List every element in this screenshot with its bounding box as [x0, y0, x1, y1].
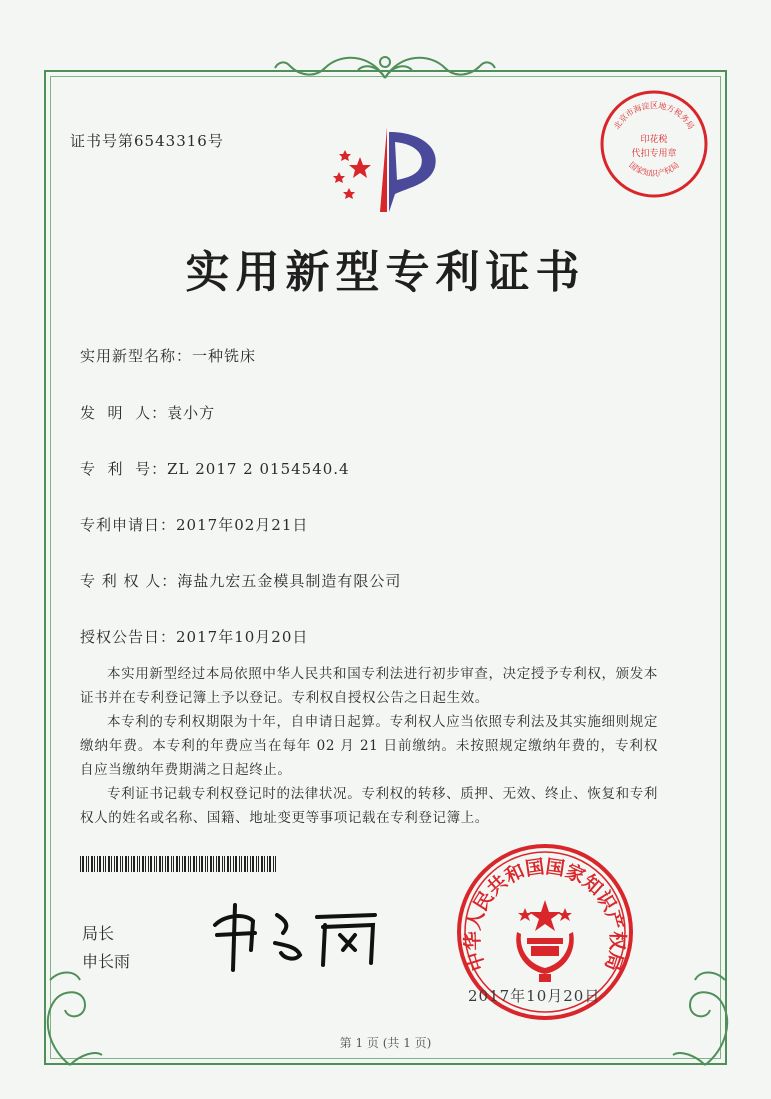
barcode-icon: [80, 856, 280, 872]
field-label-patent-number: 专 利 号：: [80, 460, 168, 478]
field-filing-date: [80, 514, 308, 535]
barcode-bar: [184, 856, 186, 872]
field-label-inventor: 发 明 人：: [80, 404, 168, 422]
certificate-number: [70, 130, 224, 151]
certificate-number-suffix: 号: [207, 132, 224, 150]
barcode-bar: [142, 856, 144, 872]
barcode-bar: [97, 856, 98, 872]
field-value-name: 一种铣床: [192, 347, 257, 365]
barcode-bar: [213, 856, 214, 872]
field-label-patentee: 专 利 权 人：: [80, 572, 178, 590]
barcode-bar: [82, 856, 84, 872]
certificate-title: 实用新型专利证书: [185, 247, 586, 298]
barcode-bar: [94, 856, 95, 872]
field-value-patent-number: ZL 2017 2 0154540.4: [167, 460, 350, 478]
svg-text:北京市海淀区地方税务局: [611, 100, 695, 131]
barcode-bar: [116, 856, 118, 872]
barcode-bar: [86, 856, 87, 872]
barcode-bar: [261, 856, 263, 872]
tax-seal-center-line1: 印花税: [640, 135, 668, 145]
barcode-bar: [120, 856, 121, 872]
barcode-bar: [114, 856, 115, 872]
barcode-bar: [179, 856, 180, 872]
barcode-bar: [256, 856, 257, 872]
corner-ornament-bottom-right: [665, 960, 745, 1070]
barcode-bar: [165, 856, 166, 872]
barcode-bar: [182, 856, 183, 872]
barcode-bar: [216, 856, 217, 872]
barcode-bar: [103, 856, 104, 872]
barcode-bar: [207, 856, 208, 872]
barcode-bar: [275, 856, 276, 872]
barcode-bar: [91, 856, 93, 872]
barcode-bar: [122, 856, 123, 872]
barcode-bar: [188, 856, 189, 872]
seal-date: 2017年10月20日: [468, 987, 601, 1005]
barcode-bar: [201, 856, 203, 872]
field-label-name: 实用新型名称：: [80, 347, 193, 365]
field-inventor: [80, 402, 215, 423]
barcode-bar: [193, 856, 195, 872]
barcode-bar: [235, 856, 237, 872]
cnipa-logo-icon: [325, 122, 445, 217]
barcode-bar: [145, 856, 146, 872]
barcode-bar: [171, 856, 172, 872]
field-value-filing-date: 2017年02月21日: [176, 516, 309, 534]
barcode-bar: [267, 856, 268, 872]
barcode-bar: [176, 856, 178, 872]
body-paragraph-1: 本实用新型经过本局依照中华人民共和国专利法进行初步审查，决定授予专利权，颁发本证书并在专利登记簿上予以登记。专利权自授权公告之日起生效。: [80, 666, 658, 706]
seal-ring-text: 中华人民共和国国家知识产权局: [461, 855, 629, 974]
field-label-grant-date: 授权公告日：: [80, 628, 177, 646]
director-title: 局长: [82, 924, 115, 943]
certificate-number-value: 6543316: [134, 132, 208, 150]
body-paragraph-3: 专利证书记载专利权登记时的法律状况。专利权的转移、质押、无效、终止、恢复和专利权人的姓名或名称、国籍、地址变更等事项记载在专利登记簿上。: [80, 786, 658, 826]
barcode-bar: [154, 856, 155, 872]
barcode-bar: [196, 856, 197, 872]
barcode-bar: [105, 856, 106, 872]
barcode-bar: [150, 856, 152, 872]
barcode-bar: [167, 856, 169, 872]
barcode-bar: [128, 856, 129, 872]
field-value-inventor: 袁小方: [167, 404, 216, 422]
certificate-number-label: 证书号第: [70, 132, 135, 150]
barcode-bar: [125, 856, 127, 872]
barcode-bar: [230, 856, 231, 872]
barcode-bar: [244, 856, 246, 872]
field-patent-number: [80, 458, 350, 479]
svg-text:国家知识产权局: [627, 160, 680, 178]
barcode-bar: [162, 856, 163, 872]
barcode-bar: [224, 856, 225, 872]
field-utility-model-name: [80, 345, 256, 366]
tax-stamp-seal: [598, 88, 710, 200]
barcode-bar: [108, 856, 110, 872]
barcode-bar: [218, 856, 220, 872]
barcode-bar: [99, 856, 101, 872]
barcode-bar: [131, 856, 132, 872]
barcode-bar: [133, 856, 135, 872]
barcode-bar: [148, 856, 149, 872]
tax-seal-bottom-text: 国家知识产权局: [627, 160, 681, 179]
tax-seal-ring-text: 北京市海淀区地方税务局: [612, 101, 696, 131]
barcode-bar: [199, 856, 200, 872]
barcode-bar: [250, 856, 251, 872]
corner-ornament-bottom-left: [30, 960, 110, 1070]
field-grant-date: [80, 626, 308, 647]
barcode-bar: [241, 856, 242, 872]
barcode-bar: [137, 856, 138, 872]
barcode-bar: [159, 856, 161, 872]
barcode-bar: [173, 856, 174, 872]
barcode-bar: [273, 856, 274, 872]
barcode-bar: [156, 856, 157, 872]
barcode-bar: [210, 856, 212, 872]
page-number: 第 1 页 (共 1 页): [339, 1036, 432, 1050]
barcode-bar: [139, 856, 140, 872]
barcode-bar: [239, 856, 240, 872]
barcode-bar: [205, 856, 206, 872]
field-value-grant-date: 2017年10月20日: [176, 628, 309, 646]
barcode-bar: [264, 856, 265, 872]
barcode-bar: [233, 856, 234, 872]
body-paragraph-2: 本专利的专利权期限为十年，自申请日起算。专利权人应当依照专利法及其实施细则规定缴纳年费。本专利的年费应当在每年 02 月 21 日前缴纳。未按照规定缴纳年费的，专利权自应当缴纳年费期满之日起终止。: [80, 714, 658, 778]
director-name: 申长雨: [82, 952, 131, 971]
barcode-bar: [269, 856, 271, 872]
barcode-bar: [190, 856, 191, 872]
barcode-bar: [252, 856, 254, 872]
barcode-bar: [258, 856, 259, 872]
field-value-patentee: 海盐九宏五金模具制造有限公司: [177, 572, 402, 590]
field-patentee: [80, 570, 401, 591]
barcode-bar: [222, 856, 223, 872]
director-signature: [205, 895, 385, 975]
barcode-bar: [88, 856, 89, 872]
top-ornament: [270, 48, 500, 88]
barcode-bar: [227, 856, 229, 872]
field-label-filing-date: 专利申请日：: [80, 516, 177, 534]
tax-seal-center-line2: 代扣专用章: [631, 149, 677, 159]
certificate-body: [80, 662, 658, 830]
barcode-bar: [80, 856, 81, 872]
director-block: [82, 920, 130, 976]
barcode-bar: [111, 856, 112, 872]
barcode-bar: [247, 856, 248, 872]
